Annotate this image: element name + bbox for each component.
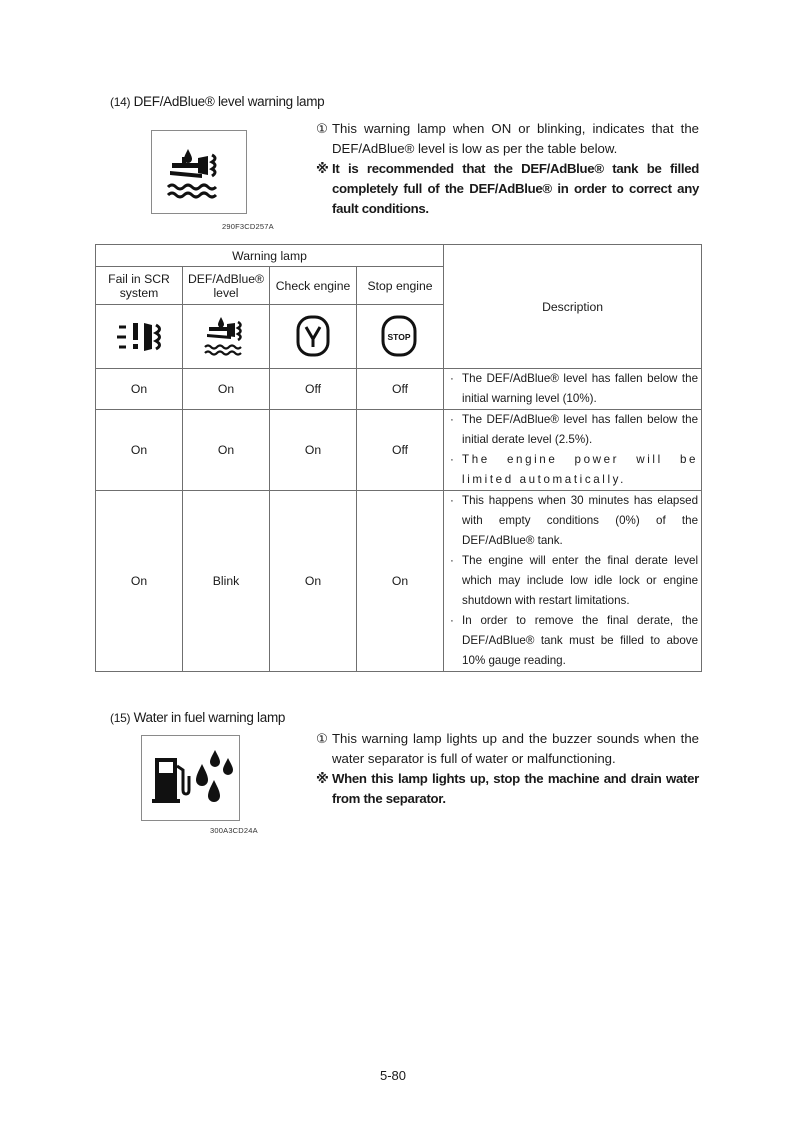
row3-description [444, 491, 702, 672]
check-engine-icon [270, 309, 357, 365]
row1-def-level: On [183, 369, 270, 410]
row1-fail-scr: On [96, 369, 183, 410]
warning-lamp-table [95, 244, 702, 672]
row3-desc-3: In order to remove the final derate, the DEF/AdBlue® tank must be filled to above 10% gauge reading. [462, 614, 699, 667]
row1-stop-engine: Off [357, 369, 444, 410]
bullet: · [450, 372, 454, 385]
section-15-title: Water in fuel warning lamp [133, 710, 286, 725]
section-14-caution [316, 159, 699, 219]
table-row [96, 369, 702, 410]
def-level-icon [183, 309, 270, 365]
section-15-note-text: This warning lamp lights up and the buzzer sounds when the water separator is full of water or malfunctioning. [332, 731, 699, 766]
row2-check-engine: On [270, 410, 357, 491]
row2-desc-1: The DEF/AdBlue® level has fallen below the initial derate level (2.5%). [462, 413, 699, 446]
section-15-caution [316, 769, 699, 809]
section-15-heading [110, 710, 285, 725]
warning-lamp-group-header: Warning lamp [96, 245, 444, 267]
row1-description [444, 369, 702, 410]
check-engine-icon-cell [270, 305, 357, 369]
row2-fail-scr: On [96, 410, 183, 491]
stop-engine-icon [357, 309, 444, 365]
section-14-caution-text: It is recommended that the DEF/AdBlue® tank be filled completely full of the DEF/AdBlue® in order to correct any fault conditions. [332, 161, 699, 216]
header-check-engine: Check engine [270, 267, 357, 305]
section-14-title: DEF/AdBlue® level warning lamp [133, 94, 325, 109]
stop-icon-label: STOP [387, 331, 411, 342]
bullet: · [450, 413, 454, 426]
section-15-note [316, 729, 699, 769]
note-mark: ① [316, 731, 328, 746]
section-15-image-code: 300A3CD24A [210, 826, 258, 835]
row2-stop-engine: Off [357, 410, 444, 491]
def-level-icon-cell [183, 305, 270, 369]
section-15-number: (15) [110, 711, 131, 725]
row1-desc-1: The DEF/AdBlue® level has fallen below the initial warning level (10%). [462, 372, 699, 405]
caution-mark: ※ [316, 161, 329, 176]
section-14-image-code: 290F3CD257A [222, 222, 274, 231]
row2-desc-2: The engine power will be limited automatically. [462, 453, 699, 486]
row3-stop-engine: On [357, 491, 444, 672]
row2-def-level: On [183, 410, 270, 491]
section-14-note [316, 119, 699, 159]
section-14-number: (14) [110, 95, 131, 109]
scr-fail-icon [96, 309, 183, 365]
header-def-level: DEF/AdBlue® level [183, 267, 270, 305]
section-14-text [316, 119, 699, 219]
bullet: · [450, 554, 454, 567]
stop-engine-icon-cell [357, 305, 444, 369]
section-14-heading [110, 94, 324, 109]
bullet: · [450, 614, 454, 627]
caution-mark: ※ [316, 771, 329, 786]
row3-fail-scr: On [96, 491, 183, 672]
def-level-warning-icon [151, 130, 247, 214]
row3-def-level: Blink [183, 491, 270, 672]
scr-fail-icon-cell [96, 305, 183, 369]
bullet: · [450, 494, 454, 507]
page-number: 5-80 [380, 1068, 407, 1083]
water-in-fuel-icon [141, 735, 240, 821]
section-15-caution-text: When this lamp lights up, stop the machine and drain water from the separator. [332, 771, 699, 806]
table-row [96, 410, 702, 491]
row2-description [444, 410, 702, 491]
row3-desc-1: This happens when 30 minutes has elapsed with empty conditions (0%) of the DEF/AdBlue® tank. [462, 494, 699, 547]
bullet: · [450, 453, 454, 466]
section-15-text [316, 729, 699, 809]
section-14-note-text: This warning lamp when ON or blinking, indicates that the DEF/AdBlue® level is low as per the table below. [332, 121, 699, 156]
header-stop-engine: Stop engine [357, 267, 444, 305]
header-fail-scr: Fail in SCR system [96, 267, 183, 305]
note-mark: ① [316, 121, 328, 136]
row3-desc-2: The engine will enter the final derate level which may include low idle lock or engine shutdown with restart limitations. [462, 554, 699, 607]
row1-check-engine: Off [270, 369, 357, 410]
description-header: Description [444, 245, 702, 369]
row3-check-engine: On [270, 491, 357, 672]
table-row [96, 491, 702, 672]
